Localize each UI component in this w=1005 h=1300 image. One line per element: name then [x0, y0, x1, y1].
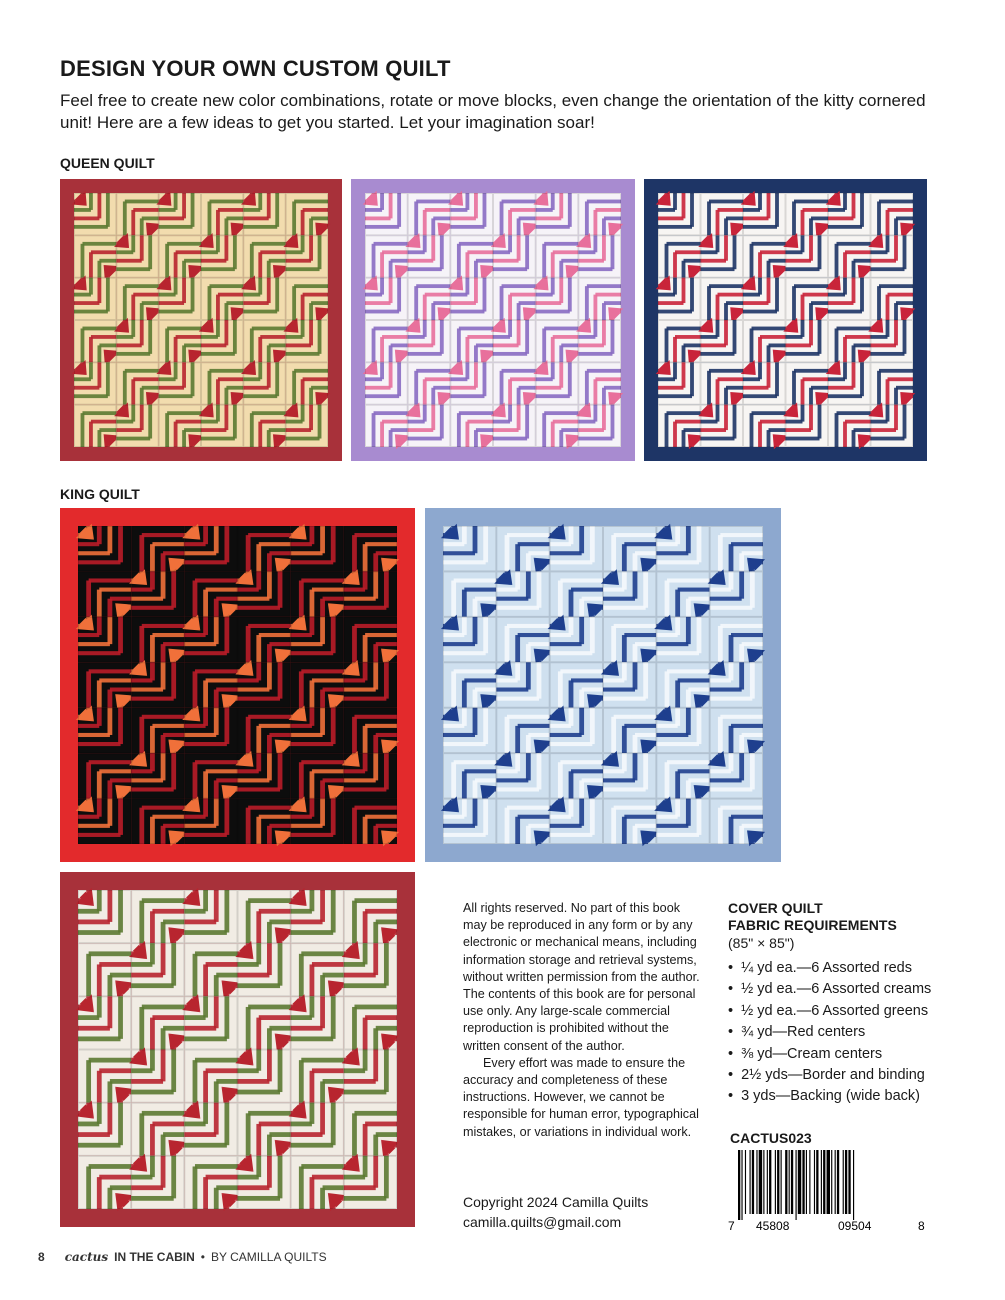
- quilt-image: [425, 508, 781, 862]
- list-item: • ½ yd ea.—6 Assorted greens: [728, 1001, 968, 1022]
- barcode-bar: [745, 1150, 746, 1214]
- quilt-svg: [351, 179, 635, 461]
- list-item: • ½ yd ea.—6 Assorted creams: [728, 979, 968, 1000]
- barcode-bar: [798, 1150, 801, 1214]
- rights-notice: [463, 900, 703, 1141]
- barcode-bar: [831, 1150, 832, 1214]
- page-title: DESIGN YOUR OWN CUSTOM QUILT: [60, 56, 451, 81]
- brand-script: cactus: [64, 1250, 109, 1264]
- copyright-text: Copyright 2024 Camilla Quilts: [463, 1194, 649, 1210]
- barcode-bar: [789, 1150, 790, 1214]
- requirements-list: [728, 958, 968, 1108]
- email-text: camilla.quilts@gmail.com: [463, 1214, 622, 1230]
- barcode-bar: [752, 1150, 754, 1214]
- quilt-image: [60, 179, 342, 461]
- barcode-bar: [756, 1150, 757, 1214]
- product-sku: CACTUS023: [730, 1130, 812, 1146]
- quilt-image: [644, 179, 927, 461]
- requirements-heading-1: COVER QUILT: [728, 900, 823, 916]
- quilt-svg: [60, 508, 415, 862]
- barcode-bar: [814, 1150, 815, 1214]
- barcode-bar: [759, 1150, 762, 1214]
- rights-paragraph: All rights reserved. No part of this book may be reproduced in any form or by any electronic or mechanical means, including information storage and retrieval systems, without written permission from the author. The contents of this book are for personal use only. Any large-scale commercial reproduction is prohibited without the written consent of the author.: [463, 901, 700, 1053]
- quilt-svg: [644, 179, 927, 461]
- barcode-bar: [796, 1150, 797, 1220]
- barcode-right-digits: 09504: [838, 1219, 872, 1233]
- barcode-bar: [853, 1150, 854, 1220]
- list-item: • ¾ yd—Red centers: [728, 1022, 968, 1043]
- queen-quilt-label: QUEEN QUILT: [60, 155, 155, 171]
- page-footer: [38, 1250, 327, 1264]
- footer-separator: •: [200, 1250, 205, 1264]
- barcode-bar: [767, 1150, 768, 1214]
- barcode-last-digit: 8: [918, 1219, 925, 1233]
- barcode-bar: [821, 1150, 822, 1214]
- barcode-bar: [845, 1150, 847, 1214]
- barcode-bar: [738, 1150, 740, 1220]
- quilt-dimensions: (85" × 85"): [728, 935, 795, 951]
- barcode-bar: [848, 1150, 850, 1214]
- intro-paragraph: Feel free to create new color combinations, rotate or move blocks, even change the orientation of the kitty cornered unit! Here are a few ideas to get you started. Let your imagination soar!: [60, 91, 926, 132]
- barcode-bar: [791, 1150, 793, 1214]
- barcode-bar: [823, 1150, 825, 1214]
- barcode: [728, 1150, 928, 1234]
- barcode-bars: [738, 1150, 854, 1220]
- quilt-svg: [60, 872, 415, 1227]
- barcode-left-digits: 45808: [756, 1219, 790, 1233]
- list-item: • ⅜ yd—Cream centers: [728, 1044, 968, 1065]
- barcode-bar: [843, 1150, 844, 1214]
- quilt-svg: [425, 508, 781, 862]
- barcode-bar: [781, 1150, 782, 1214]
- requirements-heading-2: FABRIC REQUIREMENTS: [728, 917, 897, 933]
- barcode-bar: [785, 1150, 787, 1214]
- page-number: 8: [38, 1250, 45, 1264]
- quilt-image: [351, 179, 635, 461]
- barcode-bar: [835, 1150, 836, 1214]
- disclaimer-paragraph: Every effort was made to ensure the accuracy and completeness of these instructions. However, we cannot be responsible for human error, typographical mistakes, or variations in individual work.: [463, 1055, 699, 1139]
- barcode-bar: [763, 1150, 764, 1214]
- list-item: • 3 yds—Backing (wide back): [728, 1086, 968, 1107]
- quilt-image: [60, 508, 415, 862]
- copyright-block: [463, 1192, 713, 1232]
- barcode-bar: [837, 1150, 839, 1214]
- quilt-image: [60, 872, 415, 1227]
- quilt-svg: [60, 179, 342, 461]
- barcode-bar: [769, 1150, 771, 1214]
- author-credit: BY CAMILLA QUILTS: [210, 1250, 327, 1264]
- barcode-bar: [806, 1150, 807, 1214]
- barcode-bar: [802, 1150, 804, 1214]
- barcode-bar: [777, 1150, 779, 1214]
- barcode-first-digit: 7: [728, 1219, 735, 1233]
- barcode-bar: [827, 1150, 830, 1214]
- barcode-bar: [750, 1150, 751, 1214]
- barcode-bar: [809, 1150, 810, 1214]
- barcode-bar: [816, 1150, 818, 1214]
- barcode-bar: [741, 1150, 742, 1220]
- list-item: • 2½ yds—Border and binding: [728, 1065, 968, 1086]
- list-item: • ¼ yd ea.—6 Assorted reds: [728, 958, 968, 979]
- fabric-requirements: [728, 900, 968, 1108]
- barcode-bar: [775, 1150, 776, 1214]
- brand-name: IN THE CABIN: [114, 1250, 195, 1264]
- king-quilt-label: KING QUILT: [60, 486, 140, 502]
